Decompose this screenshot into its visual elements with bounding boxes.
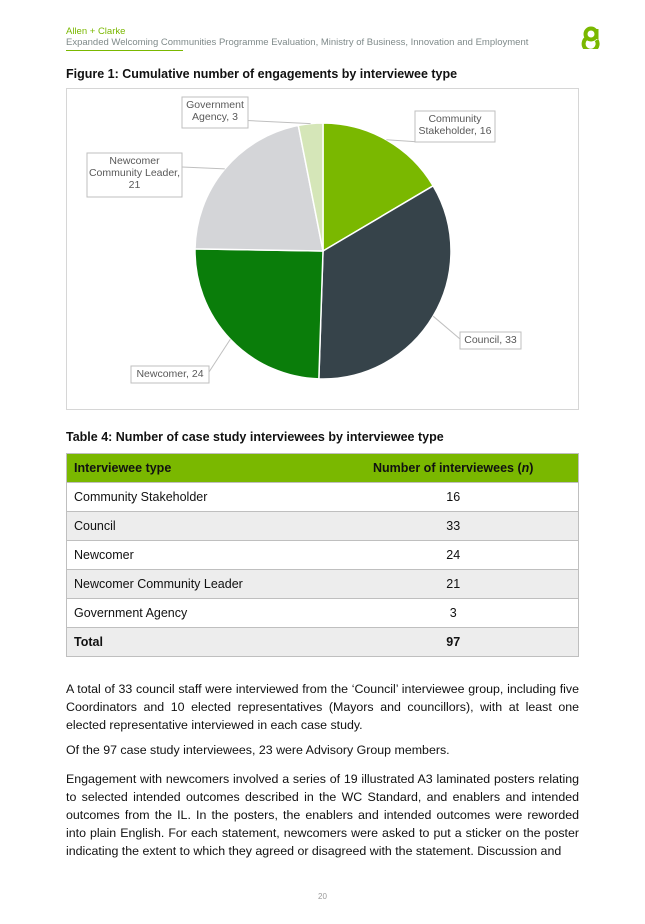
- body-paragraph-advisory: Of the 97 case study interviewees, 23 were Advisory Group members.: [66, 743, 450, 757]
- slice-data-label: Newcomer Community Leader, 21: [88, 155, 181, 191]
- pie-slice-newcomer: [195, 249, 323, 379]
- row-type: Community Stakeholder: [67, 483, 329, 512]
- total-count: 97: [328, 628, 578, 657]
- page-number: 20: [318, 892, 327, 901]
- row-count: 3: [328, 599, 578, 628]
- column-header-count-suffix: ): [529, 461, 534, 475]
- table-row: [67, 512, 579, 541]
- slice-leader-line: [182, 167, 225, 169]
- table-header-row: [67, 454, 579, 483]
- header-report-title: Expanded Welcoming Communities Programme Evaluation, Ministry of Business, Innovation and Employment: [66, 37, 529, 48]
- row-type: Government Agency: [67, 599, 329, 628]
- column-header-count: [328, 454, 578, 483]
- row-type: Council: [67, 512, 329, 541]
- row-type: Newcomer Community Leader: [67, 570, 329, 599]
- row-count: 16: [328, 483, 578, 512]
- body-paragraph-newcomers: Engagement with newcomers involved a series of 19 illustrated A3 laminated posters relating to selected intended outcomes described in the WC Standard, and enablers and intended outcomes from the IL. In the posters, the enablers and intended outcomes were reworded into plain English. For each statement, newcomers were asked to put a sticker on the poster indicating the extent to which they agreed or disagreed with the statement. Discussion and: [66, 772, 579, 858]
- slice-leader-line: [209, 339, 230, 372]
- table-row: [67, 483, 579, 512]
- table-row: [67, 541, 579, 570]
- figure-title: Figure 1: Cumulative number of engagements by interviewee type: [66, 67, 458, 81]
- pie-chart-frame: [66, 88, 579, 410]
- row-type: Newcomer: [67, 541, 329, 570]
- pie-chart: [67, 89, 580, 411]
- table-row: [67, 599, 579, 628]
- slice-data-label: Council, 33: [464, 334, 517, 346]
- slice-data-label: Government Agency, 3: [186, 99, 244, 123]
- slice-data-label: Community Stakeholder, 16: [418, 113, 492, 137]
- row-count: 21: [328, 570, 578, 599]
- column-header-type: Interviewee type: [67, 454, 329, 483]
- row-count: 33: [328, 512, 578, 541]
- column-header-count-n: n: [521, 461, 530, 475]
- slice-leader-line: [433, 316, 460, 339]
- allen-clarke-a-logo-icon: [578, 25, 602, 49]
- header-org-name: Allen + Clarke: [66, 26, 126, 37]
- table-row: [67, 570, 579, 599]
- column-header-count-prefix: Number of interviewees (: [372, 461, 522, 475]
- interviewee-table: [66, 453, 579, 657]
- row-count: 24: [328, 541, 578, 570]
- header-rule: [66, 50, 183, 51]
- slice-data-label: Newcomer, 24: [136, 368, 204, 380]
- body-paragraph-council: A total of 33 council staff were interviewed from the ‘Council’ interviewee group, including five Coordinators and 10 elected representatives (Mayors and councillors), with at least one elected representative interviewed in each case study.: [66, 682, 579, 732]
- table-title: Table 4: Number of case study interviewees by interviewee type: [66, 430, 444, 444]
- table-total-row: [67, 628, 579, 657]
- total-label: Total: [67, 628, 329, 657]
